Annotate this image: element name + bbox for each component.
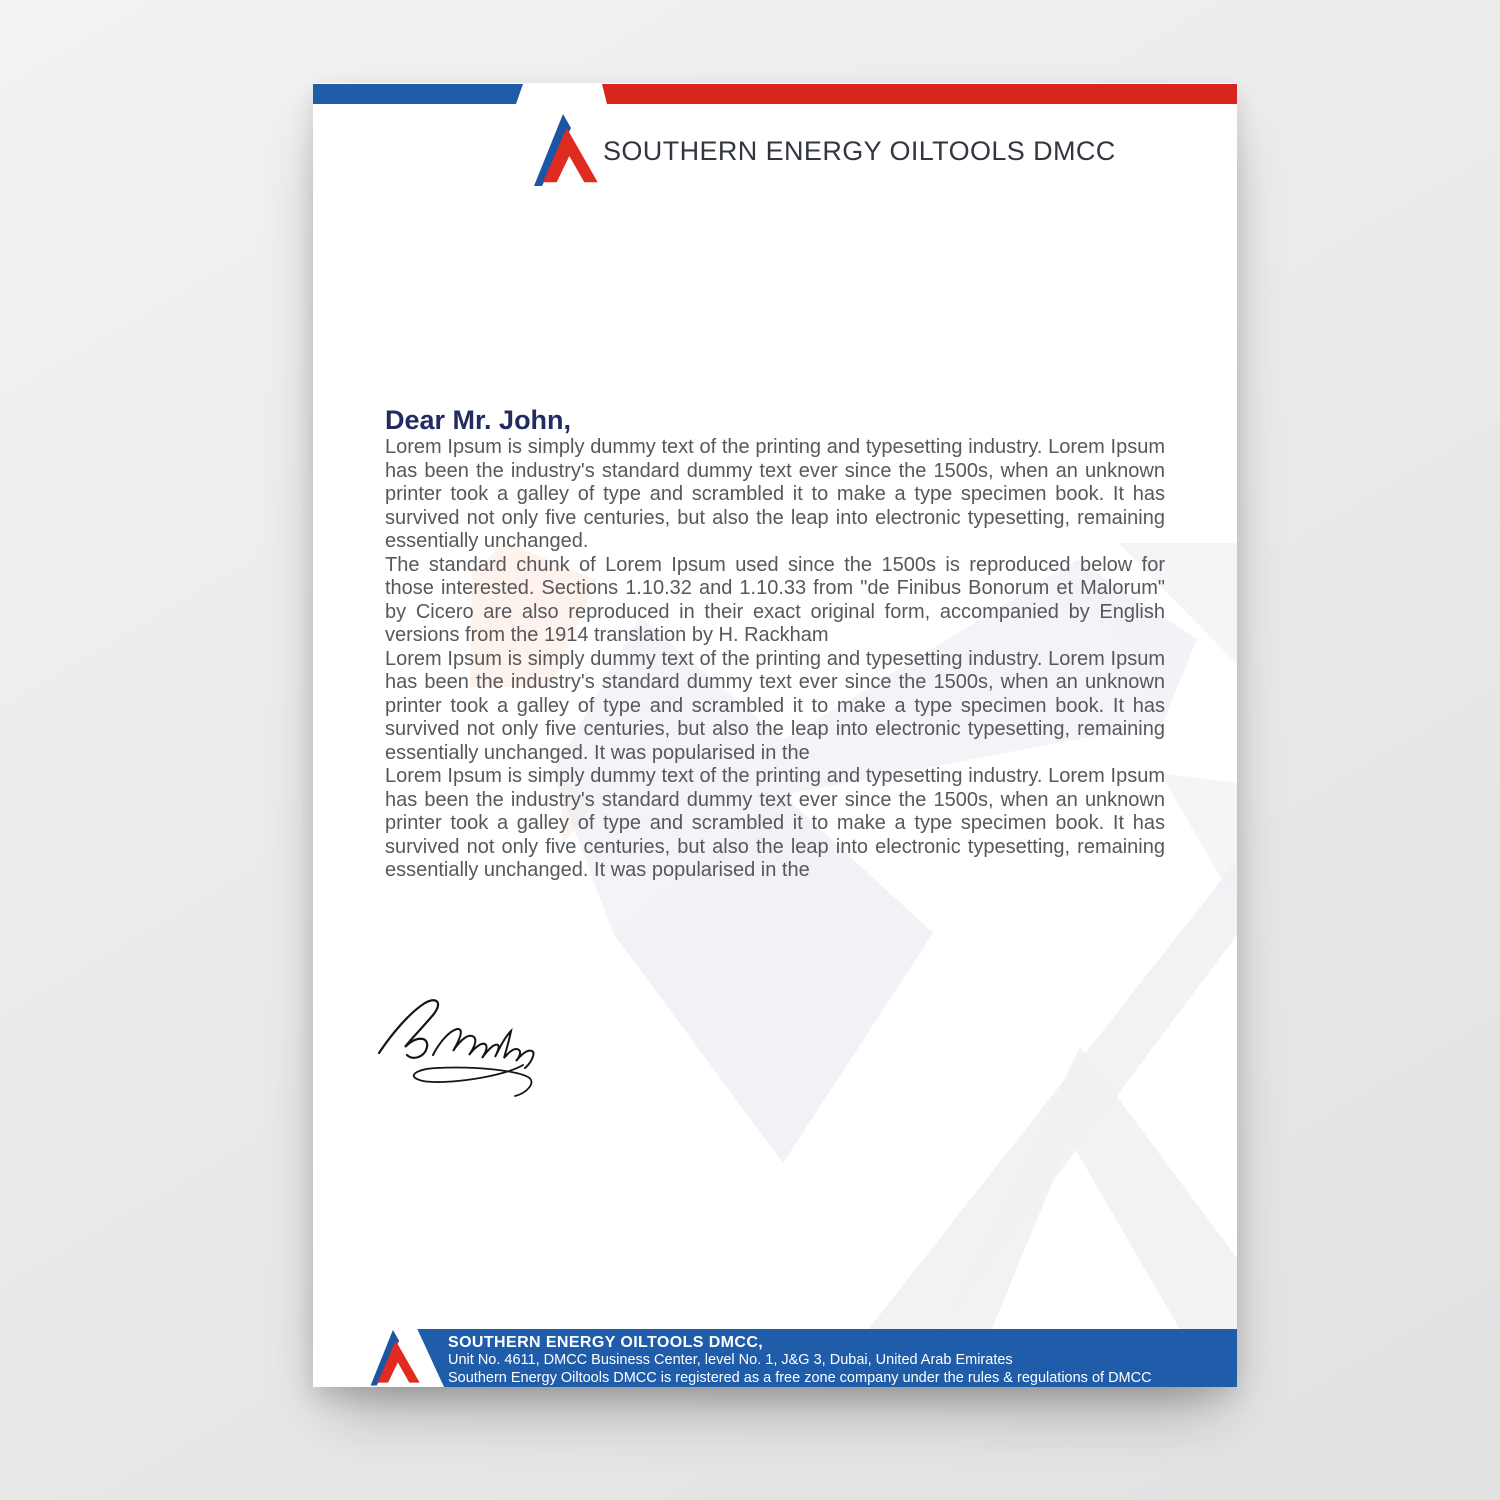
salutation: Dear Mr. John, — [385, 405, 572, 435]
company-logo-a-icon — [534, 114, 598, 187]
letter-body — [385, 405, 1165, 883]
footer-registration-note: Southern Energy Oiltools DMCC is registered as a free zone company under the rules & regulations of DMCC — [448, 1369, 1152, 1386]
header-top-bar — [313, 83, 1237, 107]
letter-page — [313, 83, 1237, 1387]
signature — [375, 995, 575, 1107]
letter-paragraph: The standard chunk of Lorem Ipsum used since the 1500s is reproduced below for those interested. Sections 1.10.32 and 1.10.33 from "de Finibus Bonorum et Malorum" by Cicero are also reproduced in their exact original form, accompanied by English versions from the 1914 translation by H. Rackham — [385, 553, 1165, 646]
footer-address: Unit No. 4611, DMCC Business Center, level No. 1, J&G 3, Dubai, United Arab Emirates — [448, 1352, 1013, 1368]
letter-paragraph: Lorem Ipsum is simply dummy text of the printing and typesetting industry. Lorem Ipsum has been the industry's standard dummy text ever since the 1500s, when an unknown printer took a galley of type and scrambled it to make a type specimen book. It has survived not only five centuries, but also the leap into electronic typesetting, remaining essentially unchanged. It was popularised in the — [385, 647, 1165, 764]
top-bar-blue-stripe — [313, 84, 523, 104]
letter-paragraph: Lorem Ipsum is simply dummy text of the printing and typesetting industry. Lorem Ipsum has been the industry's standard dummy text ever since the 1500s, when an unknown printer took a galley of type and scrambled it to make a type specimen book. It has survived not only five centuries, but also the leap into electronic typesetting, remaining essentially unchanged. It was popularised in the — [385, 765, 1165, 881]
footer-address-block — [448, 1334, 1152, 1387]
top-bar-red-stripe — [602, 84, 1237, 104]
footer-company-name: SOUTHERN ENERGY OILTOOLS DMCC, — [448, 1334, 764, 1351]
letter-paragraph: Lorem Ipsum is simply dummy text of the printing and typesetting industry. Lorem Ipsum has been the industry's standard dummy text ever since the 1500s, when an unknown printer took a galley of type and scrambled it to make a type specimen book. It has survived not only five centuries, but also the leap into electronic typesetting, remaining essentially unchanged. — [385, 436, 1165, 552]
company-name-header: SOUTHERN ENERGY OILTOOLS DMCC — [603, 136, 1116, 166]
